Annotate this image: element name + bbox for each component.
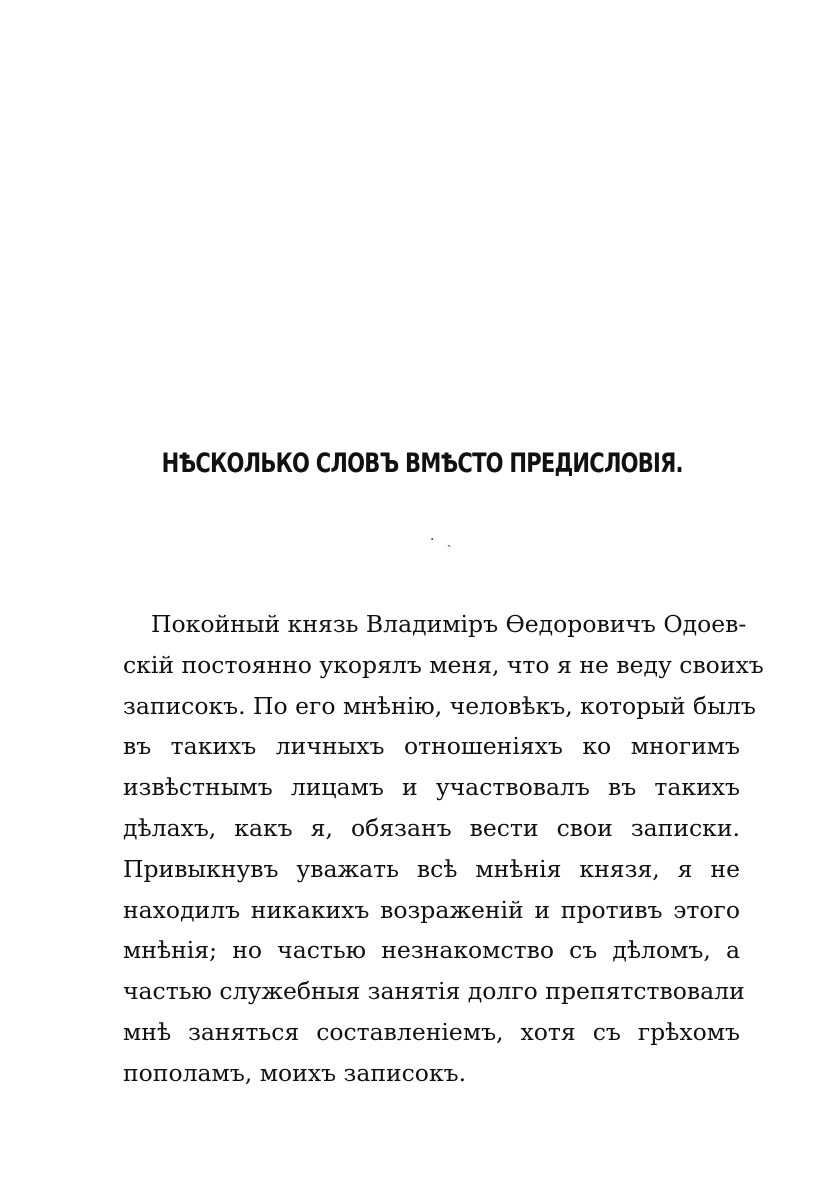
paragraph-line: извѣстнымъ лицамъ и участвовалъ въ такихъ [123, 773, 740, 802]
paragraph-line: мнѣнія; но частью незнакомство съ дѣломъ, а [123, 936, 740, 965]
paragraph-line: частью служебныя занятія долго препятствовали [123, 977, 745, 1006]
ornament-mark: · ˏ [430, 532, 456, 548]
paragraph-line: находилъ никакихъ возраженій и противъ этого [123, 895, 740, 924]
preface-paragraph [123, 604, 764, 1094]
paragraph-line: скій постоянно укорялъ меня, что я не веду своихъ [123, 650, 764, 679]
paragraph-line: въ такихъ личныхъ отношеніяхъ ко многимъ [123, 732, 740, 761]
paragraph-line: пополамъ, моихъ записокъ. [123, 1058, 467, 1087]
paragraph-line: Покойный князь Владиміръ Ѳедоровичъ Одоев- [151, 610, 747, 638]
section-heading: НѢСКОЛЬКО СЛОВЪ ВМѢСТО ПРЕДИСЛОВІЯ. [161, 448, 683, 479]
paragraph-line: дѣлахъ, какъ я, обязанъ вести свои записки. [123, 813, 740, 842]
paragraph-line: мнѣ заняться составленіемъ, хотя съ грѣхомъ [123, 1017, 740, 1046]
paragraph-line: записокъ. По его мнѣнію, человѣкъ, который былъ [123, 691, 756, 720]
paragraph-line: Привыкнувъ уважать всѣ мнѣнія князя, я не [123, 854, 740, 883]
